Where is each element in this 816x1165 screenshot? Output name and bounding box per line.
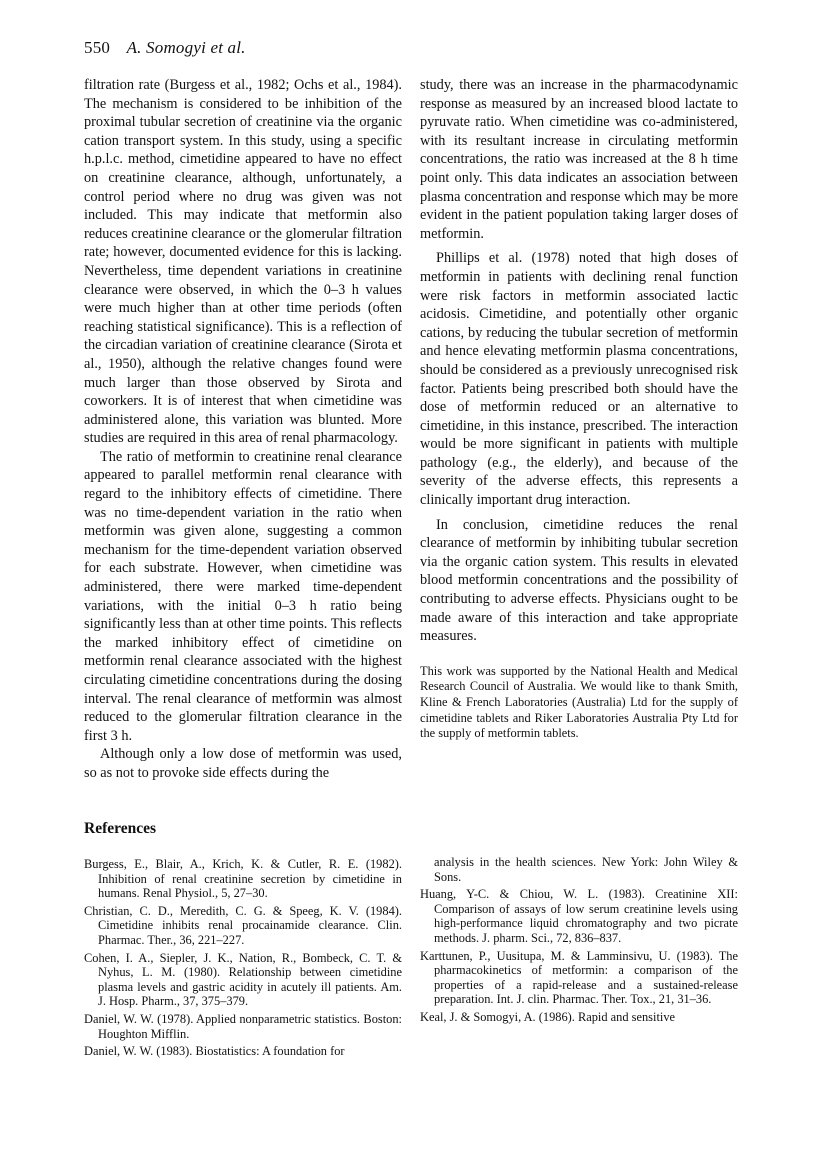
running-head: [84, 38, 246, 58]
page-number: 550: [84, 38, 111, 57]
reference-entry: analysis in the health sciences. New York: John Wiley & Sons.: [434, 855, 738, 884]
running-head-authors: A. Somogyi et al.: [126, 38, 246, 57]
body-column-right: [420, 76, 738, 742]
reference-entry: Huang, Y-C. & Chiou, W. L. (1983). Creatinine XII: Comparison of assays of low serum creatinine levels using high-performance liquid chromatography and two picrate methods. J. pharm. Sci., 72, 836–837.: [420, 887, 738, 945]
acknowledgement: This work was supported by the National Health and Medical Research Council of Australia. We would like to thank Smith, Kline & French Laboratories (Australia) Ltd for the supply of cimetidine tablets and Riker Laboratories Australia Pty Ltd for the supply of metformin tablets.: [420, 663, 738, 741]
reference-entry: Daniel, W. W. (1978). Applied nonparametric statistics. Boston: Houghton Mifflin.: [84, 1011, 402, 1041]
reference-entry: Christian, C. D., Meredith, C. G. & Speeg, K. V. (1984). Cimetidine inhibits renal procainamide clearance. Clin. Pharmac. Ther., 36, 221–227.: [84, 903, 402, 947]
paragraph: study, there was an increase in the pharmacodynamic response as measured by an increased blood lactate to pyruvate ratio. When cimetidine was co-administered, with its resultant increase in circulating metformin concentrations, the ratio was increased at the 8 h time point only. This data indicates an association between plasma concentration and response which may be more evident in the patient population taking larger doses of metformin.: [420, 77, 738, 242]
references-column-left: [84, 857, 402, 1062]
reference-entry: Burgess, E., Blair, A., Krich, K. & Cutler, R. E. (1982). Inhibition of renal creatinine secretion by cimetidine in humans. Renal Physiol., 5, 27–30.: [84, 857, 402, 901]
references-column-right: [420, 855, 738, 1028]
reference-entry: Keal, J. & Somogyi, A. (1986). Rapid and sensitive: [420, 1009, 676, 1024]
paragraph: In conclusion, cimetidine reduces the renal clearance of metformin by inhibiting tubular secretion via the organic cation system. This results in elevated blood metformin concentrations and the possibility of contributing to adverse effects. Physicians ought to be made aware of this interaction and take appropriate measures.: [420, 516, 738, 645]
paragraph: Although only a low dose of metformin was used, so as not to provoke side effects during the: [84, 746, 402, 781]
reference-entry: Daniel, W. W. (1983). Biostatistics: A foundation for: [84, 1044, 345, 1059]
paragraph: Phillips et al. (1978) noted that high doses of metformin in patients with declining renal function were risk factors in metformin associated lactic acidosis. Cimetidine, and potentially other organic cations, by reducing the tubular secretion of metformin and hence elevating metformin plasma concentrations, should be considered as a previously unrecognised risk factor. Patients being prescribed both should have the dose of metformin reduced or an alternative to cimetidine, in this instance, prescribed. The interaction would be more significant in patients with multiple pathology (e.g., the elderly), and because of the severity of the adverse effects, this represents a clinically important drug interaction.: [420, 250, 738, 509]
paragraph: The ratio of metformin to creatinine renal clearance appeared to parallel metformin renal clearance with regard to the inhibitory effects of cimetidine. There was no time-dependent variation in the ratio when metformin was given alone, suggesting a common mechanism for the time-dependent variation observed for each substrate. However, when cimetidine was administered, there were marked time-dependent variations, with the initial 0–3 h ratio being significantly less than at other time points. This reflects the marked inhibitory effect of cimetidine on metformin renal clearance associated with the highest circulating cimetidine concentrations during the dosing interval. The renal clearance of metformin was almost reduced to the glomerular filtration clearance in the first 3 h.: [84, 448, 402, 744]
reference-entry: Cohen, I. A., Siepler, J. K., Nation, R., Bombeck, C. T. & Nyhus, L. M. (1980). Relationship between cimetidine plasma levels and gastric acidity in acutely ill patients. Am. J. Hosp. Pharm., 37, 375–379.: [84, 950, 402, 1009]
body-column-left: [84, 76, 402, 783]
paragraph: filtration rate (Burgess et al., 1982; Ochs et al., 1984). The mechanism is considered to be inhibition of the proximal tubular secretion of creatinine via the organic cation transport system. In this study, using a specific h.p.l.c. method, cimetidine appeared to have no effect on creatinine clearance, although, unfortunately, a control period where no drug was given was not included. This may indicate that metformin also reduces creatinine clearance or the glomerular filtration rate; however, documented evidence for this is lacking. Nevertheless, time dependent variations in creatinine clearance were observed, in which the 0–3 h values were much higher than at other time periods (often reaching statistical significance). This is a reflection of the circadian variation of creatinine clearance (Sirota et al., 1950), although the relative changes found were much larger than those observed by Sirota and coworkers. It is of interest that when cimetidine was administered alone, this variation was blunted. More studies are required in this area of renal pharmacology.: [84, 77, 402, 447]
reference-entry: Karttunen, P., Uusitupa, M. & Lamminsivu, U. (1983). The pharmacokinetics of metformin: a comparison of the properties of a rapid-release and a sustained-release preparation. Int. J. clin. Pharmac. Ther. Tox., 21, 31–36.: [420, 948, 738, 1007]
references-heading: References: [84, 820, 157, 837]
